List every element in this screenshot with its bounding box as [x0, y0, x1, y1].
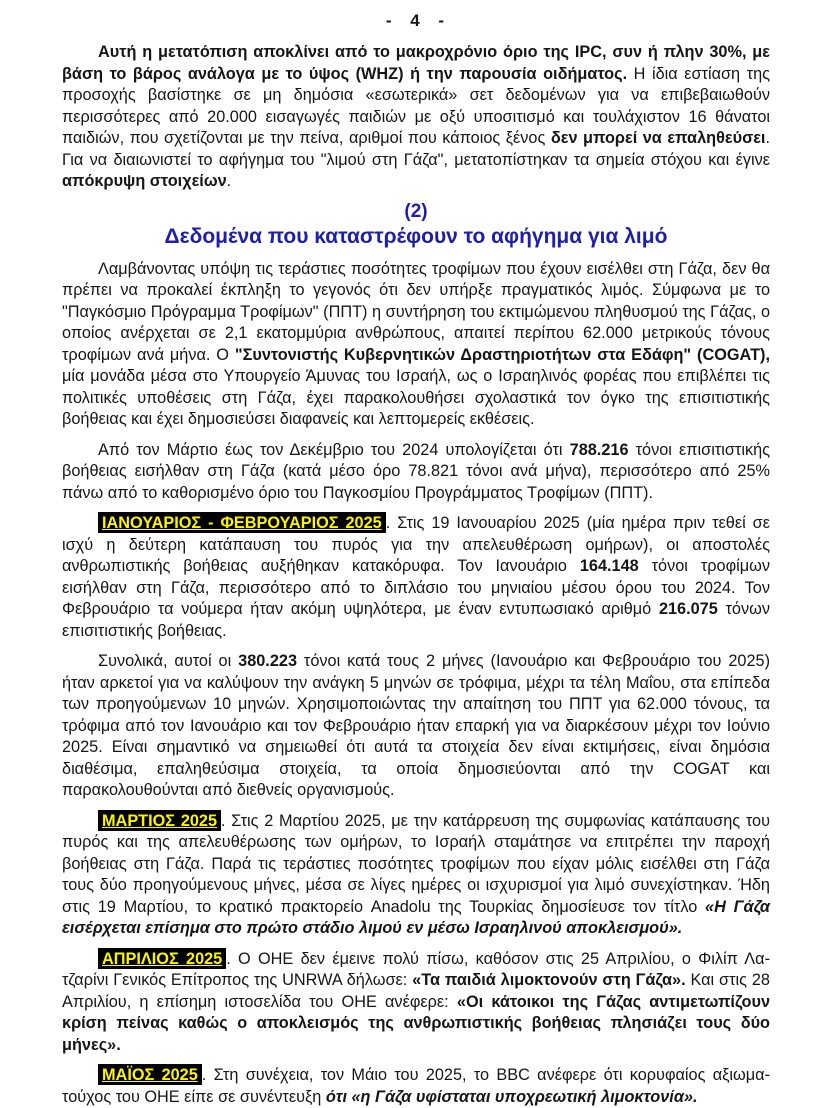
- text-segment: τόνοι τροφίμων εισήλθαν στη Γάζα, περισσότερο από το διπλάσιο του μηνιαίου μέσου όρου του 2024. Τον Φεβρουάριο τα νούμερα ήταν ακόμη υψηλότερα, με έναν εντυπωσιακό αριθμό: [62, 557, 770, 618]
- paragraph-january-february-2025: [62, 513, 770, 642]
- text-segment: . Στις 2 Μαρτίου 2025, με την κατάρρευση της συμφωνίας κατάπαυσης του πυρός και της απελευθέρωσης των ομήρων, το Ισραήλ σταμάτησε να επιτρέπει την παροχή βοήθειας στη Γάζα. Παρά τις τεράστιες ποσότητες τροφίμων που είχαν μόλις εισέλθει στη Γάζα τους δύο προηγούμενους μήνες, μέσα σε λίγες ημέρες οι ισχυρισμοί για λιμό συνεχίστηκαν. Ήδη στις 19 Μαρτίου, το κρατικό πρακτορείο Anadolu της Τουρκίας δημοσίευσε τον τίτλο: [62, 811, 770, 916]
- text-segment: . Στις 19 Ιανουαρίου 2025 (μία ημέρα πριν τεθεί σε ισχύ η δεύτερη κατάπαυση του πυρός για την απελευθέρωση ομήρων), οι αποστολές ανθρωπιστικής βοήθειας αυξήθηκαν κατακόρυφα. Τον Ιανουάριο: [62, 514, 770, 575]
- text-segment: μία μονάδα μέσα στο Υπουργείο Άμυνας του Ισραήλ, ως ο Ισραηλινός φορέας που επιβλέπει τις πολιτικές υποθέσεις στη Γάζα, έχει παρακολουθήσει σχολαστικά τον όγκο της επισιτιστικής βοήθειας και έχει δημοσιεύσει διαφανείς και λεπτομερείς εκθέσεις.: [62, 367, 770, 428]
- page-number: - 4 -: [385, 11, 447, 30]
- text-segment: τόνων επισιτιστικής βοήθειας.: [62, 600, 770, 640]
- text-segment: 380.223: [238, 652, 297, 670]
- section-number: (2): [404, 200, 428, 222]
- text-segment: «Τα παιδιά λιμοκτονούν στη Γάζα».: [412, 971, 686, 989]
- text-segment: Η ίδια εστίαση της προσοχής βασίστηκε σε μη δημόσια «εσωτερικά» σετ δεδομένων για να επιβεβαιωθούν περισσότερες από 20.000 εισαγωγές παιδιών με οξύ υποσιτισμό και τουλάχιστον 16 θάνατοι παιδιών, που σχετίζονται με την πείνα, αριθμοί που κάποιος ξένος: [62, 64, 770, 147]
- text-segment: τόνοι κατά τους 2 μήνες (Ιανουάριο και Φεβρουάριο του 2025) ήταν αρκετοί για να καλύψουν την ανάγκη 5 μηνών σε τρόφιμα, μέχρι τα τέλη Μαΐου, στα επίπεδα των προηγούμενων 10 μηνών. Χρησιμοποιώντας την απαίτηση του ΠΠΤ για 62.000 τόνους, τα τρόφιμα από τον Ιανουάριο και τον Φεβρουάριο ήταν επαρκή για να διαρκέσουν μέχρι τον Ιούνιο 2025. Είναι σημαντικό να σημειωθεί ότι αυτά τα στοιχεία δεν είναι εκτιμήσεις, είναι δημόσια διαθέσιμα, επαληθεύσιμα στοιχεία, τα οποία δημοσιεύονται από την COGAT και παρακολουθούνται από διεθνείς οργανισμούς.: [62, 652, 771, 799]
- text-segment: Λαμβάνοντας υπόψη τις τεράστιες ποσότητες τροφίμων που έχουν εισέλθει στη Γάζα, δεν θα πρέπει να προκαλεί έκπληξη το γεγονός ότι δεν υπήρξε πραγματικός λιμός. Σύμφωνα με το "Παγκόσμιο Πρόγραμμα Τροφίμων" (ΠΠΤ) η συντήρηση του εκτιμώμενου πληθυσμού της Γάζας, ο οποίος ανέρχεται σε 2,1 εκατομμύρια ανθρώπους, απαιτεί περίπου 62.000 μετρικούς τόνους τροφίμων ανά μήνα. Ο: [62, 259, 770, 364]
- text-segment: . Ο ΟΗΕ δεν έμεινε πολύ πίσω, καθόσον στις 25 Απριλίου, ο Φιλίπ Λατζαρίνι Γενικός Επίτροπος της UNRWA δήλωσε:: [62, 949, 770, 989]
- paragraph-intro: [62, 42, 770, 193]
- text-segment: «Η Γάζα εισέρχεται επίσημα στο πρώτο στάδιο λιμού εν μέσω Ισραηλινού αποκλεισμού».: [62, 897, 770, 937]
- paragraph-2024-totals: [62, 440, 770, 505]
- highlight-date-label: ΜΑΪΟΣ 2025: [98, 1064, 202, 1085]
- text-segment: 216.075: [658, 600, 718, 618]
- text-segment: Συνολικά, αυτοί οι: [98, 652, 239, 670]
- text-segment: Αυτή η μετατόπιση αποκλίνει από το μακροχρόνιο όριο της IPC, συν ή πλην 30%, με βάση το βάρος ανάλογα με το ύψος (WHZ) ή την παρουσία οιδήματος.: [62, 43, 770, 83]
- text-segment: .: [226, 172, 232, 190]
- text-segment: Από τον Μάρτιο έως τον Δεκέμβριο του 2024 υπολογίζεται ότι: [98, 440, 570, 459]
- paragraph-two-month-total: [62, 651, 770, 802]
- text-segment: . Για να διαιωνιστεί το αφήγημα του "λιμού στη Γάζα", μετατοπίστηκαν τα σημεία στόχου και έγινε: [62, 129, 770, 169]
- paragraph-april-2025: [62, 949, 770, 1057]
- paragraph-may-2025: [62, 1065, 770, 1108]
- text-segment: ότι «η Γάζα υφίσταται υποχρεωτική λιμοκτονία».: [325, 1087, 698, 1106]
- highlight-date-label: ΙΑΝΟΥΑΡΙΟΣ - ΦΕΒΡΟΥΑΡΙΟΣ 2025: [98, 512, 386, 533]
- text-segment: απόκρυψη στοιχείων: [62, 172, 227, 190]
- highlight-date-label: ΑΠΡΙΛΙΟΣ 2025: [98, 948, 226, 969]
- text-segment: Και στις 28 Απριλίου, η επίσημη ιστοσελίδα του ΟΗΕ ανέφερε:: [62, 971, 770, 1011]
- text-segment: . Στη συνέχεια, τον Μάιο του 2025, το BBC ανέφερε ότι κορυφαίος αξιωματούχος του ΟΗΕ είπε σε συνέντευξη: [62, 1066, 770, 1106]
- section-title: Δεδομένα που καταστρέφουν το αφήγημα για λιμό: [164, 224, 668, 248]
- text-segment: τόνοι επισιτιστικής βοήθειας εισήλθαν στη Γάζα (κατά μέσο όρο 78.821 τόνοι ανά μήνα), περισσότερο από 25% πάνω από το καθορισμένο όριο του Παγκοσμίου Προγράμματος Τροφίμων (ΠΠΤ).: [62, 440, 770, 502]
- highlight-date-label: ΜΑΡΤΙΟΣ 2025: [98, 810, 221, 831]
- section-heading: [62, 200, 770, 250]
- text-segment: 164.148: [579, 557, 639, 575]
- text-segment: 788.216: [569, 440, 629, 459]
- text-segment: «Οι κάτοικοι της Γάζας αντιμετωπίζουν κρίση πείνας καθώς ο αποκλεισμός της ανθρωπιστικής βοήθειας πλησιάζει τους δύο μήνες».: [62, 992, 770, 1054]
- text-segment: "Συντονιστής Κυβερνητικών Δραστηριοτήτων στα Εδάφη" (COGAT),: [234, 345, 770, 364]
- paragraph-food-supply: [62, 259, 770, 431]
- text-segment: δεν μπορεί να επαληθεύσει: [550, 129, 766, 147]
- paragraph-march-2025: [62, 811, 770, 940]
